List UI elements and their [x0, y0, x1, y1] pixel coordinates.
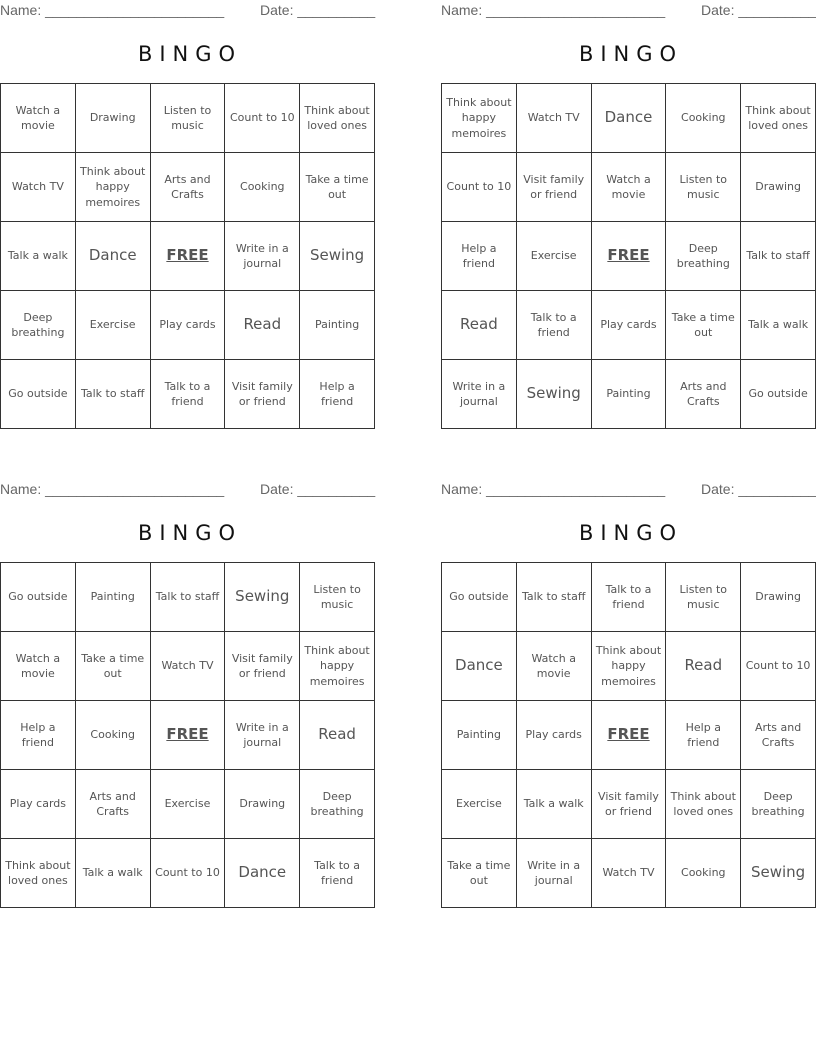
bingo-cell: Take a time out — [300, 153, 375, 222]
grid-row — [1, 360, 375, 429]
grid-row — [1, 84, 375, 153]
bingo-title: BINGO — [137, 521, 243, 545]
bingo-cell: Sewing — [741, 839, 816, 908]
bingo-grid — [0, 83, 375, 429]
bingo-cell: Watch a movie — [1, 84, 76, 153]
name-field: Name: _______________________ — [441, 481, 666, 497]
name-field: Name: _______________________ — [441, 2, 666, 18]
grid-row — [442, 360, 816, 429]
bingo-cell: Painting — [591, 360, 666, 429]
bingo-cell: Drawing — [75, 84, 150, 153]
bingo-card — [0, 479, 375, 913]
bingo-cell: Play cards — [516, 701, 591, 770]
bingo-cell: Dance — [225, 839, 300, 908]
bingo-cell: Dance — [75, 222, 150, 291]
bingo-cell: Watch TV — [516, 84, 591, 153]
grid-row — [442, 632, 816, 701]
bingo-title: BINGO — [578, 42, 684, 66]
grid-row — [1, 222, 375, 291]
bingo-cell: Count to 10 — [442, 153, 517, 222]
bingo-cell: Arts and Crafts — [75, 770, 150, 839]
bingo-cell: Go outside — [442, 563, 517, 632]
bingo-title: BINGO — [578, 521, 684, 545]
date-field: Date: __________ — [701, 2, 816, 18]
bingo-grid — [441, 83, 816, 429]
bingo-cell: Sewing — [300, 222, 375, 291]
bingo-grid — [0, 562, 375, 908]
bingo-cell: Talk a walk — [516, 770, 591, 839]
bingo-cell: Count to 10 — [741, 632, 816, 701]
bingo-cell: Drawing — [741, 563, 816, 632]
bingo-cell: Talk to staff — [516, 563, 591, 632]
bingo-cell: Exercise — [442, 770, 517, 839]
bingo-cell: Visit family or friend — [225, 632, 300, 701]
bingo-cell: Cooking — [666, 84, 741, 153]
bingo-cell: Play cards — [150, 291, 225, 360]
bingo-cell: Talk a walk — [1, 222, 76, 291]
bingo-cell: Watch a movie — [516, 632, 591, 701]
free-space-cell: FREE — [591, 222, 666, 291]
bingo-cell: Deep breathing — [666, 222, 741, 291]
free-space-cell: FREE — [150, 701, 225, 770]
bingo-cell: Dance — [591, 84, 666, 153]
bingo-cell: Drawing — [741, 153, 816, 222]
grid-row — [1, 770, 375, 839]
bingo-cell: Write in a journal — [225, 701, 300, 770]
bingo-cell: Exercise — [150, 770, 225, 839]
bingo-cell: Visit family or friend — [516, 153, 591, 222]
bingo-cell: Write in a journal — [516, 839, 591, 908]
grid-row — [442, 84, 816, 153]
grid-row — [442, 291, 816, 360]
name-date-row — [441, 481, 816, 499]
bingo-cell: Watch TV — [150, 632, 225, 701]
grid-row — [1, 839, 375, 908]
bingo-cell: Play cards — [591, 291, 666, 360]
bingo-cell: Think about happy memoires — [75, 153, 150, 222]
bingo-cell: Deep breathing — [1, 291, 76, 360]
bingo-cell: Talk to staff — [75, 360, 150, 429]
grid-row — [442, 839, 816, 908]
date-field: Date: __________ — [701, 481, 816, 497]
bingo-cell: Painting — [300, 291, 375, 360]
bingo-cell: Visit family or friend — [225, 360, 300, 429]
bingo-cell: Visit family or friend — [591, 770, 666, 839]
bingo-cell: Painting — [75, 563, 150, 632]
name-date-row — [0, 2, 375, 20]
bingo-card — [441, 0, 816, 434]
bingo-cell: Talk to a friend — [150, 360, 225, 429]
name-date-row — [0, 481, 375, 499]
bingo-cell: Watch TV — [591, 839, 666, 908]
bingo-card — [441, 479, 816, 913]
bingo-cell: Think about happy memoires — [300, 632, 375, 701]
bingo-cell: Painting — [442, 701, 517, 770]
bingo-cell: Help a friend — [1, 701, 76, 770]
bingo-cell: Listen to music — [666, 563, 741, 632]
bingo-cell: Talk to a friend — [591, 563, 666, 632]
bingo-cell: Read — [442, 291, 517, 360]
bingo-cell: Help a friend — [442, 222, 517, 291]
bingo-cell: Listen to music — [150, 84, 225, 153]
bingo-cell: Watch a movie — [1, 632, 76, 701]
date-field: Date: __________ — [260, 481, 376, 497]
bingo-cell: Drawing — [225, 770, 300, 839]
bingo-cell: Think about loved ones — [741, 84, 816, 153]
bingo-cell: Think about happy memoires — [591, 632, 666, 701]
bingo-cell: Talk to a friend — [300, 839, 375, 908]
bingo-cell: Take a time out — [75, 632, 150, 701]
bingo-cell: Read — [300, 701, 375, 770]
bingo-cell: Sewing — [225, 563, 300, 632]
bingo-cell: Take a time out — [666, 291, 741, 360]
bingo-cell: Read — [666, 632, 741, 701]
bingo-cell: Deep breathing — [741, 770, 816, 839]
bingo-cell: Count to 10 — [150, 839, 225, 908]
bingo-cell: Talk a walk — [75, 839, 150, 908]
bingo-cell: Go outside — [1, 563, 76, 632]
grid-row — [1, 153, 375, 222]
bingo-cell: Arts and Crafts — [741, 701, 816, 770]
name-field: Name: _______________________ — [0, 2, 225, 18]
bingo-cell: Read — [225, 291, 300, 360]
bingo-title: BINGO — [137, 42, 243, 66]
bingo-cell: Talk to staff — [741, 222, 816, 291]
grid-row — [1, 291, 375, 360]
bingo-cell: Think about loved ones — [300, 84, 375, 153]
grid-row — [442, 153, 816, 222]
bingo-cell: Write in a journal — [442, 360, 517, 429]
grid-row — [442, 563, 816, 632]
bingo-card — [0, 0, 375, 434]
bingo-grid — [441, 562, 816, 908]
bingo-cell: Play cards — [1, 770, 76, 839]
bingo-cell: Think about happy memoires — [442, 84, 517, 153]
grid-row — [1, 563, 375, 632]
bingo-cell: Arts and Crafts — [150, 153, 225, 222]
grid-row — [1, 632, 375, 701]
date-field: Date: __________ — [260, 2, 376, 18]
bingo-cell: Count to 10 — [225, 84, 300, 153]
bingo-cell: Write in a journal — [225, 222, 300, 291]
bingo-cell: Dance — [442, 632, 517, 701]
grid-row — [1, 701, 375, 770]
bingo-cell: Cooking — [666, 839, 741, 908]
bingo-cell: Listen to music — [666, 153, 741, 222]
bingo-cell: Sewing — [516, 360, 591, 429]
bingo-cell: Arts and Crafts — [666, 360, 741, 429]
bingo-cell: Help a friend — [300, 360, 375, 429]
bingo-cell: Take a time out — [442, 839, 517, 908]
bingo-cell: Cooking — [75, 701, 150, 770]
bingo-cell: Cooking — [225, 153, 300, 222]
bingo-cell: Watch a movie — [591, 153, 666, 222]
bingo-cell: Deep breathing — [300, 770, 375, 839]
name-field: Name: _______________________ — [0, 481, 225, 497]
bingo-cell: Talk to staff — [150, 563, 225, 632]
name-date-row — [441, 2, 816, 20]
bingo-cell: Think about loved ones — [666, 770, 741, 839]
free-space-cell: FREE — [150, 222, 225, 291]
grid-row — [442, 701, 816, 770]
bingo-cell: Help a friend — [666, 701, 741, 770]
bingo-cell: Talk a walk — [741, 291, 816, 360]
bingo-cell: Listen to music — [300, 563, 375, 632]
bingo-cell: Exercise — [75, 291, 150, 360]
bingo-cell: Exercise — [516, 222, 591, 291]
grid-row — [442, 222, 816, 291]
bingo-cell: Think about loved ones — [1, 839, 76, 908]
bingo-cell: Talk to a friend — [516, 291, 591, 360]
grid-row — [442, 770, 816, 839]
free-space-cell: FREE — [591, 701, 666, 770]
bingo-cell: Watch TV — [1, 153, 76, 222]
bingo-cell: Go outside — [1, 360, 76, 429]
bingo-cell: Go outside — [741, 360, 816, 429]
